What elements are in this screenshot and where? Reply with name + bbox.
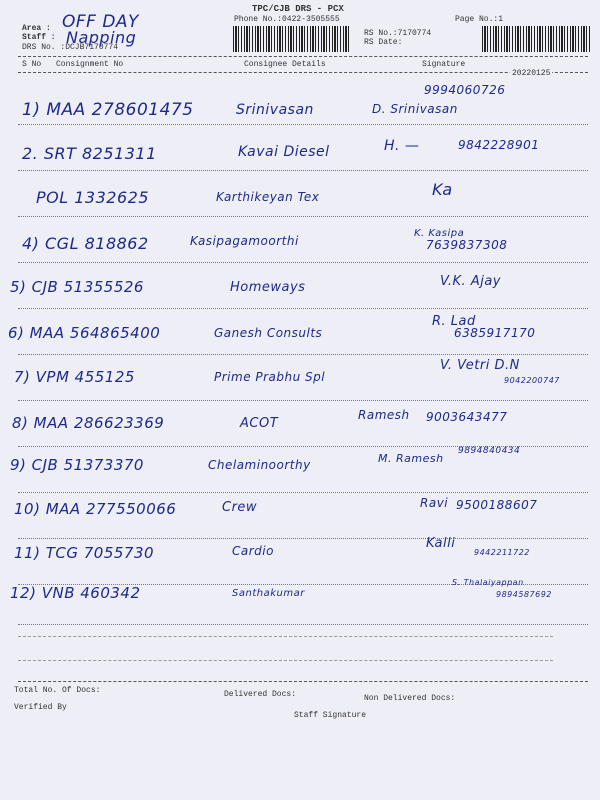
consignment-number: 9) CJB 51373370 xyxy=(10,456,144,474)
consignment-number: 7) VPM 455125 xyxy=(14,368,135,386)
consignee-name: Prime Prabhu Spl xyxy=(214,370,326,384)
col-consignee: Consignee Details xyxy=(244,60,326,69)
consignment-number: 10) MAA 277550066 xyxy=(14,500,177,518)
blank-line xyxy=(18,660,553,661)
row-divider xyxy=(18,624,588,625)
consignment-number: 8) MAA 286623369 xyxy=(12,414,165,432)
signature: S. Thalaiyappan xyxy=(452,578,524,587)
phone: 7639837308 xyxy=(426,238,508,252)
consignment-number: 1) MAA 278601475 xyxy=(22,100,194,120)
table-row xyxy=(0,446,600,492)
verified-by: Verified By xyxy=(14,703,67,712)
staff-signature: Staff Signature xyxy=(294,711,367,720)
header-divider xyxy=(18,56,588,57)
date-stamp: 20220125 xyxy=(512,69,551,78)
consignee-name: Cardio xyxy=(232,544,274,558)
page-number: Page No.:1 xyxy=(455,15,504,24)
signature: Ka xyxy=(432,180,453,199)
signature: D. Srinivasan xyxy=(372,102,458,116)
area-label: Area : xyxy=(22,24,51,33)
phone-number: Phone No.:0422-3505555 xyxy=(234,15,340,24)
consignment-number: 4) CGL 818862 xyxy=(22,234,149,253)
signature: Kalli xyxy=(426,536,456,551)
signature: R. Lad xyxy=(432,314,476,329)
table-row xyxy=(0,170,600,216)
consignment-number: 12) VNB 460342 xyxy=(10,584,141,602)
phone: 9442211722 xyxy=(474,548,530,557)
consignee-name: Ganesh Consults xyxy=(214,326,323,340)
blank-line xyxy=(18,636,553,637)
phone: 9042200747 xyxy=(504,376,560,385)
phone: 6385917170 xyxy=(454,326,536,340)
table-row xyxy=(0,354,600,400)
consignment-number: 6) MAA 564865400 xyxy=(8,324,161,342)
table-row xyxy=(0,124,600,170)
table-row xyxy=(0,578,600,630)
consignee-name: Kasipagamoorthi xyxy=(190,234,299,248)
signature: V. Vetri D.N xyxy=(440,358,520,373)
consignee-name: Crew xyxy=(222,500,258,515)
signature: M. Ramesh xyxy=(378,452,444,465)
staff-handwritten: Napping xyxy=(66,28,137,47)
signature: Ravi xyxy=(420,496,449,510)
table-row xyxy=(0,400,600,446)
signature: Ramesh xyxy=(358,408,410,422)
phone: 9894587692 xyxy=(496,590,552,599)
table-row xyxy=(0,262,600,308)
col-consignment: Consignment No xyxy=(56,60,124,69)
table-row xyxy=(0,492,600,538)
consignment-table xyxy=(0,78,600,638)
col-signature: Signature xyxy=(422,60,466,69)
drs-number: DRS No. :DCJB7170774 xyxy=(22,43,119,52)
table-row xyxy=(0,78,600,124)
signature: K. Kasipa xyxy=(414,228,465,239)
col-sno: S No xyxy=(22,60,42,69)
consignment-number: 2. SRT 8251311 xyxy=(22,144,157,163)
consignment-number: 5) CJB 51355526 xyxy=(10,278,144,296)
phone: 9994060726 xyxy=(424,83,506,97)
area-handwritten: OFF DAY xyxy=(62,12,139,32)
total-docs: Total No. Of Docs: xyxy=(14,686,101,695)
phone: 9842228901 xyxy=(458,138,540,152)
table-row xyxy=(0,308,600,354)
consignment-number: POL 1332625 xyxy=(36,188,149,207)
rs-date: RS Date: xyxy=(364,38,403,47)
consignee-name: Chelaminoorthy xyxy=(208,458,311,472)
staff-label: Staff : xyxy=(22,33,56,42)
consignee-name: Karthikeyan Tex xyxy=(216,190,320,204)
non-delivered-docs: Non Delivered Docs: xyxy=(364,694,456,703)
column-divider xyxy=(18,72,588,73)
table-row xyxy=(0,216,600,262)
consignee-name: Santhakumar xyxy=(232,588,305,599)
footer-divider xyxy=(18,681,588,682)
phone: 9500188607 xyxy=(456,498,538,512)
phone: 9003643477 xyxy=(426,410,508,424)
document-title: TPC/CJB DRS - PCX xyxy=(252,4,344,14)
delivered-docs: Delivered Docs: xyxy=(224,690,297,699)
barcode-right xyxy=(482,26,590,52)
consignee-name: Homeways xyxy=(230,280,306,295)
consignee-name: ACOT xyxy=(240,416,279,431)
phone: 9894840434 xyxy=(458,446,521,456)
consignee-name: Srinivasan xyxy=(236,102,314,118)
consignment-number: 11) TCG 7055730 xyxy=(14,544,155,562)
signature: V.K. Ajay xyxy=(440,274,501,289)
rs-number: RS No.:7170774 xyxy=(364,29,432,38)
signature: H. — xyxy=(384,138,420,154)
barcode-left xyxy=(233,26,351,52)
consignee-name: Kavai Diesel xyxy=(238,144,330,160)
